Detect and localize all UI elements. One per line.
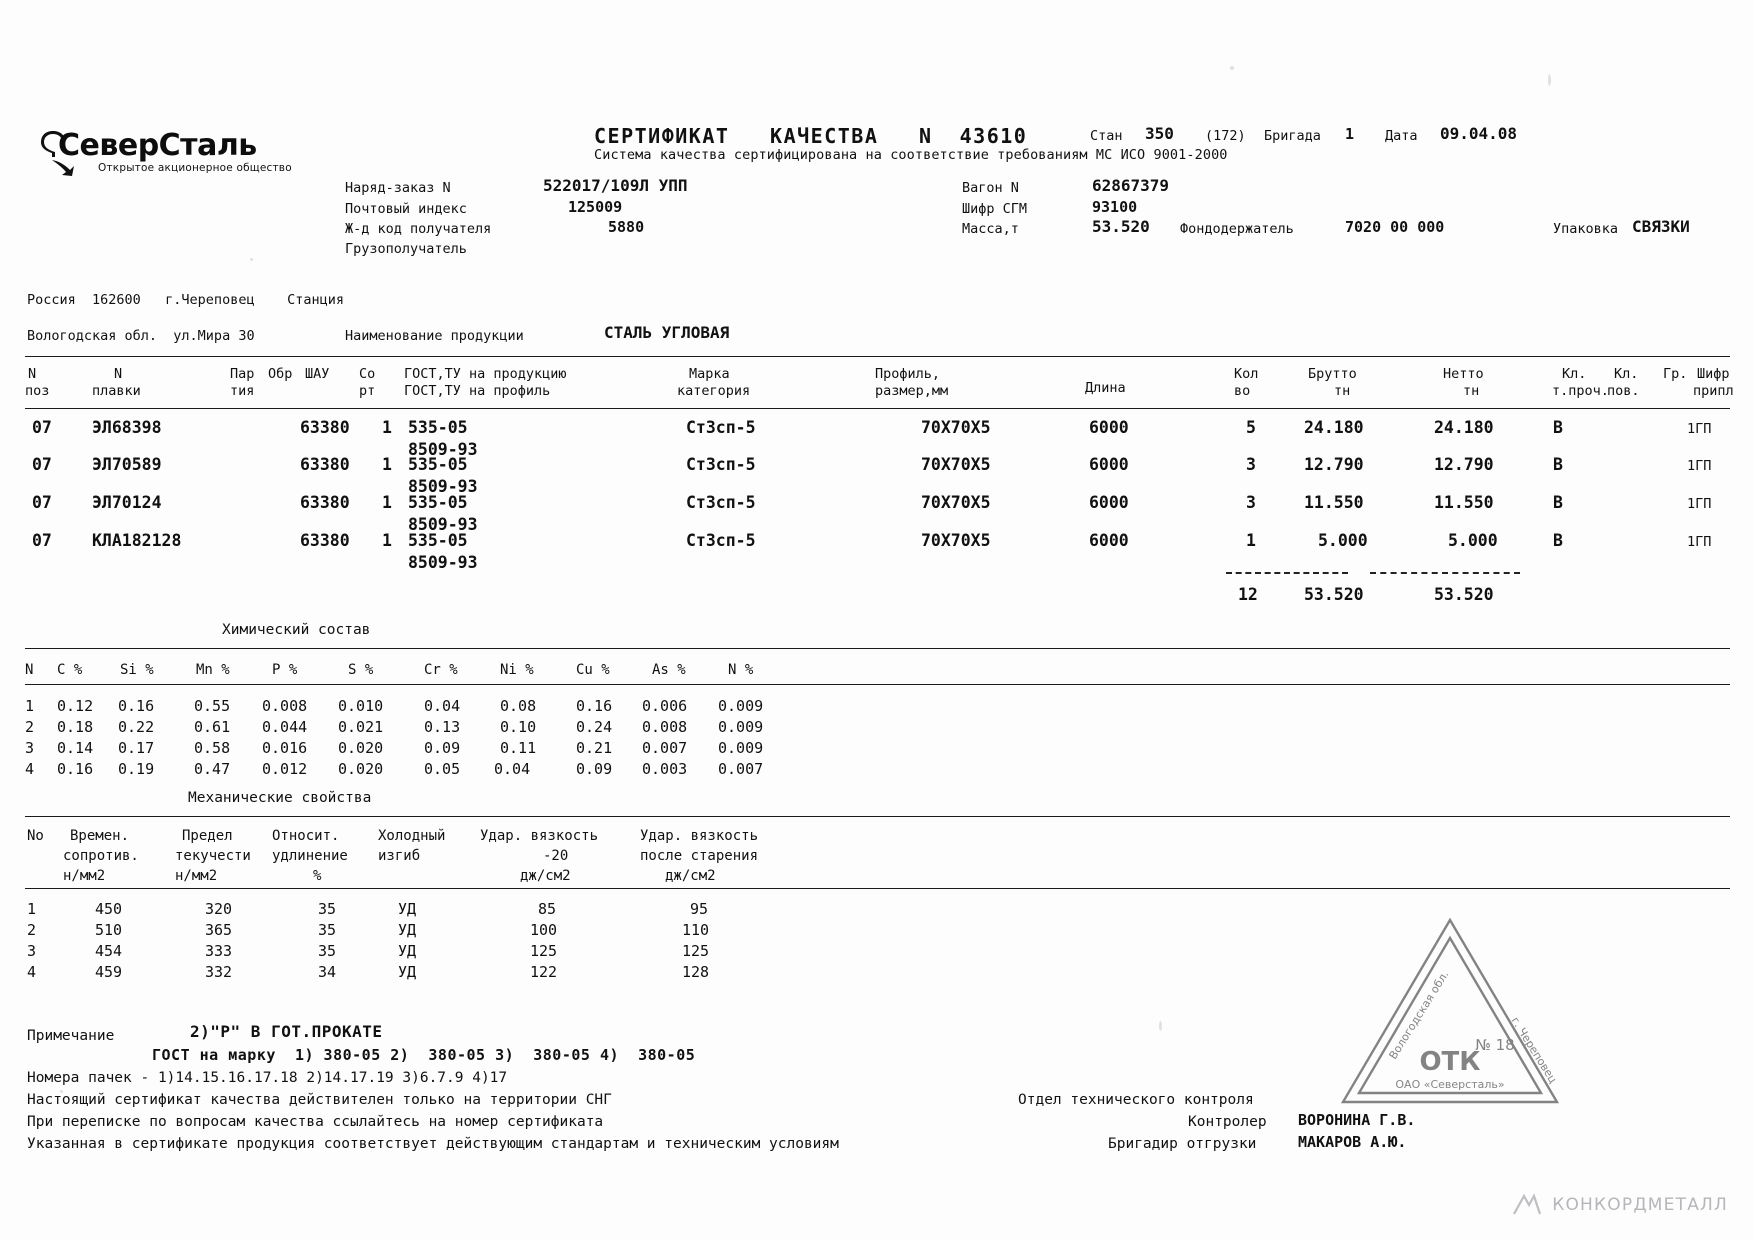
fund-value: 7020 00 000 xyxy=(1345,218,1445,236)
cell-gost2: 8509-93 xyxy=(408,477,478,496)
col-header-heat-1: N xyxy=(114,366,123,382)
qc-department: Отдел технического контроля xyxy=(1018,1092,1254,1108)
footer-line1: Настоящий сертификат качества действителен только на территории СНГ xyxy=(27,1092,612,1108)
mech-col-el-2: удлинение xyxy=(272,848,348,864)
controller-value: ВОРОНИНА Г.В. xyxy=(1298,1111,1416,1129)
chem-cell: 0.58 xyxy=(194,739,231,757)
chem-cell: 0.04 xyxy=(494,760,531,778)
chem-cell: 0.21 xyxy=(576,739,613,757)
wagon-value: 62867379 xyxy=(1092,176,1170,195)
cell-mark: Ст3сп-5 xyxy=(686,493,756,512)
logo-text: СеверСталь xyxy=(58,128,257,163)
col-header-gr: Гр. xyxy=(1663,366,1688,382)
brigade-value: 1 xyxy=(1345,125,1355,143)
chem-col-ni: Ni % xyxy=(500,662,534,678)
total-net: 53.520 xyxy=(1434,585,1494,604)
watermark-text: КОНКОРДМЕТАЛЛ xyxy=(1552,1195,1728,1215)
chem-cell: 0.55 xyxy=(194,697,231,715)
sgm-value: 93100 xyxy=(1092,198,1138,216)
note-gost: ГОСТ на марку 1) 380-05 2) 380-05 3) 380-05 4) 380-05 xyxy=(152,1046,696,1064)
mech-cell: 128 xyxy=(682,963,710,981)
scan-speck xyxy=(1159,1021,1162,1031)
cell-net: 5.000 xyxy=(1448,531,1498,550)
col-header-gost-2: ГОСТ,ТУ на профиль xyxy=(404,383,551,399)
mech-cell: 320 xyxy=(205,900,233,918)
mass-value: 53.520 xyxy=(1092,217,1150,236)
chem-cell: 0.61 xyxy=(194,718,231,736)
mill-label: Стан xyxy=(1090,128,1123,144)
cell-gross: 5.000 xyxy=(1318,531,1368,550)
mech-col-bend-1: Холодный xyxy=(378,828,446,844)
chem-cell: 0.044 xyxy=(262,718,308,736)
col-header-obr: Обр xyxy=(268,366,293,382)
mech-col-ys-2: текучести xyxy=(175,848,251,864)
chem-cell: 4 xyxy=(25,760,35,778)
cell-class: В xyxy=(1553,531,1563,550)
mill-code: (172) xyxy=(1205,128,1246,144)
mech-col-imp2-3: дж/см2 xyxy=(665,868,716,884)
mech-top-rule xyxy=(25,816,1730,817)
note-packs: Номера пачек - 1)14.15.16.17.18 2)14.17.19 3)6.7.9 4)17 xyxy=(27,1070,508,1086)
chem-cell: 0.09 xyxy=(424,739,461,757)
table-top-rule xyxy=(25,356,1730,357)
table-header-rule xyxy=(25,408,1730,409)
mech-cell: 454 xyxy=(95,942,123,960)
mech-cell: 2 xyxy=(27,921,37,939)
chem-cell: 0.021 xyxy=(338,718,384,736)
cell-heat: ЭЛ70589 xyxy=(92,455,162,474)
chem-cell: 0.12 xyxy=(57,697,94,715)
total-gross: 53.520 xyxy=(1304,585,1364,604)
date-value: 09.04.08 xyxy=(1440,124,1518,143)
cell-qty: 3 xyxy=(1246,493,1256,512)
company-logo xyxy=(24,128,324,176)
cell-heat: КЛА182128 xyxy=(92,531,182,550)
mech-col-ys-3: н/мм2 xyxy=(175,868,218,884)
cell-sort: 1 xyxy=(382,493,392,512)
cell-pos: 07 xyxy=(32,531,52,550)
chem-cell: 0.05 xyxy=(424,760,461,778)
chem-col-as: As % xyxy=(652,662,686,678)
chem-cell: 0.10 xyxy=(500,718,537,736)
cell-length: 6000 xyxy=(1089,455,1129,474)
chem-cell: 0.009 xyxy=(718,739,764,757)
col-header-gost-1: ГОСТ,ТУ на продукцию xyxy=(404,366,567,382)
col-header-net-1: Нетто xyxy=(1443,366,1484,382)
pack-value: СВЯЗКИ xyxy=(1632,217,1690,236)
cell-qty: 5 xyxy=(1246,418,1256,437)
col-header-sort-2: рт xyxy=(359,383,376,399)
total-qty: 12 xyxy=(1238,585,1258,604)
col-header-mark-2: категория xyxy=(677,383,751,399)
mass-label: Масса,т xyxy=(962,221,1019,237)
postcode-label: Почтовый индекс xyxy=(345,201,467,217)
chem-cell: 0.008 xyxy=(642,718,688,736)
scan-speck xyxy=(1230,66,1234,70)
mech-col-ts-3: н/мм2 xyxy=(63,868,106,884)
order-value: 522017/109Л УПП xyxy=(543,176,688,195)
chem-cell: 0.19 xyxy=(118,760,155,778)
cell-sort: 1 xyxy=(382,418,392,437)
sgm-label: Шифр СГМ xyxy=(962,201,1028,217)
mech-col-imp1-1: Удар. вязкость xyxy=(480,828,599,844)
note-label: Примечание xyxy=(27,1028,115,1044)
mech-cell: 510 xyxy=(95,921,123,939)
document-title: СЕРТИФИКАТ КАЧЕСТВА N 43610 xyxy=(594,124,1028,148)
mech-cell: 125 xyxy=(530,942,558,960)
svg-text:Вологодская обл.: Вологодская обл. xyxy=(1386,968,1452,1062)
mech-col-ys-1: Предел xyxy=(182,828,233,844)
chem-col-mn: Mn % xyxy=(196,662,230,678)
chem-cell: 0.09 xyxy=(576,760,613,778)
col-header-pos-1: N xyxy=(28,366,37,382)
cell-heat: ЭЛ70124 xyxy=(92,493,162,512)
cell-gost2: 8509-93 xyxy=(408,515,478,534)
mech-cell: 450 xyxy=(95,900,123,918)
chem-cell: 0.13 xyxy=(424,718,461,736)
col-header-net-2: тн xyxy=(1463,383,1480,399)
mech-cell: 85 xyxy=(538,900,557,918)
cell-gost1: 535-05 xyxy=(408,531,468,550)
chem-col-n2: N % xyxy=(728,662,754,678)
col-header-shau: ШАУ xyxy=(305,366,330,382)
chem-cell: 0.14 xyxy=(57,739,94,757)
consignee-label: Грузополучатель xyxy=(345,241,467,257)
chemistry-caption: Химический состав xyxy=(222,622,371,638)
cell-sort: 1 xyxy=(382,531,392,550)
chem-cell: 0.47 xyxy=(194,760,231,778)
totals-rule-right xyxy=(1370,572,1520,574)
mech-cell: УД xyxy=(398,921,417,939)
cell-class: В xyxy=(1553,455,1563,474)
mech-cell: 110 xyxy=(682,921,710,939)
cell-mark: Ст3сп-5 xyxy=(686,418,756,437)
chem-top-rule xyxy=(25,648,1730,649)
cell-length: 6000 xyxy=(1089,531,1129,550)
cell-qty: 3 xyxy=(1246,455,1256,474)
cell-profile: 70X70X5 xyxy=(921,493,991,512)
note-main: 2)"P" В ГОТ.ПРОКАТЕ xyxy=(190,1022,383,1041)
cell-net: 12.790 xyxy=(1434,455,1494,474)
mech-col-el-3: % xyxy=(313,868,322,884)
col-header-profile-2: размер,мм xyxy=(875,383,949,399)
chem-col-s: S % xyxy=(348,662,374,678)
cell-cipher: 1ГП xyxy=(1687,421,1712,437)
brigadier-value: МАКАРОВ А.Ю. xyxy=(1298,1133,1407,1151)
chem-cell: 0.22 xyxy=(118,718,155,736)
cell-length: 6000 xyxy=(1089,493,1129,512)
product-value: СТАЛЬ УГЛОВАЯ xyxy=(604,323,730,342)
address-line1: Россия 162600 г.Череповец Станция xyxy=(27,292,344,308)
mech-col-imp1-3: дж/см2 xyxy=(520,868,571,884)
pack-label: Упаковка xyxy=(1553,221,1619,237)
cell-profile: 70X70X5 xyxy=(921,418,991,437)
cell-gross: 11.550 xyxy=(1304,493,1364,512)
mech-col-el-1: Относит. xyxy=(272,828,340,844)
mech-cell: УД xyxy=(398,900,417,918)
footer-line2: При переписке по вопросам качества ссылайтесь на номер сертификата xyxy=(27,1114,604,1130)
chem-col-cr: Cr % xyxy=(424,662,458,678)
cell-gost1: 535-05 xyxy=(408,455,468,474)
cell-cipher: 1ГП xyxy=(1687,496,1712,512)
cell-mark: Ст3сп-5 xyxy=(686,455,756,474)
cell-heat: ЭЛ68398 xyxy=(92,418,162,437)
cell-class: В xyxy=(1553,418,1563,437)
mech-col-imp2-2: после старения xyxy=(640,848,759,864)
mech-cell: 35 xyxy=(318,942,337,960)
order-label: Наряд-заказ N xyxy=(345,180,451,196)
chem-cell: 0.003 xyxy=(642,760,688,778)
col-header-gross-2: тн xyxy=(1334,383,1351,399)
chem-cell: 0.016 xyxy=(262,739,308,757)
cell-profile: 70X70X5 xyxy=(921,455,991,474)
address-line2: Вологодская обл. ул.Мира 30 xyxy=(27,328,255,344)
chem-cell: 3 xyxy=(25,739,35,757)
mech-cell: 3 xyxy=(27,942,37,960)
svg-text:ОТК: ОТК xyxy=(1419,1047,1481,1077)
chem-cell: 1 xyxy=(25,697,35,715)
cell-cipher: 1ГП xyxy=(1687,534,1712,550)
col-header-cipher-1: Шифр xyxy=(1697,366,1730,382)
railcode-value: 5880 xyxy=(608,218,645,236)
mech-cell: 1 xyxy=(27,900,37,918)
cell-class: В xyxy=(1553,493,1563,512)
cell-net: 11.550 xyxy=(1434,493,1494,512)
cell-length: 6000 xyxy=(1089,418,1129,437)
mech-cell: 365 xyxy=(205,921,233,939)
chem-cell: 0.04 xyxy=(424,697,461,715)
mech-col-imp1-2: -20 xyxy=(543,848,569,864)
postcode-value: 125009 xyxy=(568,198,623,216)
logo-subtitle: Открытое акционерное общество xyxy=(98,162,292,174)
col-header-sort-1: Со xyxy=(359,366,376,382)
chem-cell: 0.009 xyxy=(718,697,764,715)
svg-text:ОАО «Северсталь»: ОАО «Северсталь» xyxy=(1395,1078,1505,1091)
railcode-label: Ж-д код получателя xyxy=(345,221,492,237)
chem-cell: 0.18 xyxy=(57,718,94,736)
col-header-profile-1: Профиль, xyxy=(875,366,941,382)
mill-value: 350 xyxy=(1145,124,1174,143)
col-header-heat-2: плавки xyxy=(92,383,141,399)
mech-col-imp2-1: Удар. вязкость xyxy=(640,828,759,844)
wagon-label: Вагон N xyxy=(962,180,1019,196)
chem-cell: 0.006 xyxy=(642,697,688,715)
chem-cell: 0.11 xyxy=(500,739,537,757)
mechanics-caption: Механические свойства xyxy=(188,790,372,806)
col-header-clsurf-1: Кл. xyxy=(1614,366,1639,382)
mech-cell: 35 xyxy=(318,921,337,939)
col-header-mark-1: Марка xyxy=(689,366,730,382)
col-header-clstr-1: Кл. xyxy=(1562,366,1587,382)
chem-cell: 0.007 xyxy=(642,739,688,757)
mech-cell: 122 xyxy=(530,963,558,981)
cell-gross: 12.790 xyxy=(1304,455,1364,474)
qc-stamp xyxy=(1335,910,1565,1110)
mech-cell: УД xyxy=(398,963,417,981)
chem-col-p: P % xyxy=(272,662,298,678)
chem-cell: 0.009 xyxy=(718,718,764,736)
cell-party: 63380 xyxy=(300,418,350,437)
col-header-clsurf-2: пов. xyxy=(1607,383,1640,399)
cell-gost1: 535-05 xyxy=(408,493,468,512)
chem-col-si: Si % xyxy=(120,662,154,678)
chem-cell: 0.16 xyxy=(118,697,155,715)
brigade-label: Бригада xyxy=(1264,128,1321,144)
col-header-pos-2: поз xyxy=(25,383,50,399)
col-header-clstr-2: т.проч. xyxy=(1552,383,1609,399)
totals-rule-left xyxy=(1226,572,1348,574)
mech-col-no: No xyxy=(27,828,44,844)
cell-net: 24.180 xyxy=(1434,418,1494,437)
controller-label: Контролер xyxy=(1188,1114,1267,1130)
chem-col-n: N xyxy=(25,662,34,678)
mech-header-rule xyxy=(25,888,1730,889)
mech-cell: 125 xyxy=(682,942,710,960)
mech-cell: 333 xyxy=(205,942,233,960)
mech-cell: 332 xyxy=(205,963,233,981)
mech-cell: 459 xyxy=(95,963,123,981)
cell-pos: 07 xyxy=(32,493,52,512)
mech-cell: 34 xyxy=(318,963,337,981)
col-header-gross-1: Брутто xyxy=(1308,366,1357,382)
chem-cell: 0.012 xyxy=(262,760,308,778)
chem-header-rule xyxy=(25,684,1730,685)
cell-party: 63380 xyxy=(300,493,350,512)
scan-speck xyxy=(1548,74,1551,86)
mech-col-ts-2: сопротив. xyxy=(63,848,139,864)
chem-cell: 0.020 xyxy=(338,760,384,778)
col-header-qty-2: во xyxy=(1234,383,1251,399)
col-header-qty-1: Кол xyxy=(1234,366,1259,382)
chem-cell: 0.24 xyxy=(576,718,613,736)
col-header-cipher-2: припл xyxy=(1693,383,1734,399)
chem-cell: 0.17 xyxy=(118,739,155,757)
cell-party: 63380 xyxy=(300,455,350,474)
chem-cell: 2 xyxy=(25,718,35,736)
cell-profile: 70X70X5 xyxy=(921,531,991,550)
chem-col-c: C % xyxy=(57,662,83,678)
watermark xyxy=(1512,1192,1728,1218)
cell-sort: 1 xyxy=(382,455,392,474)
product-label: Наименование продукции xyxy=(345,328,524,344)
cell-gost1: 535-05 xyxy=(408,418,468,437)
mech-cell: 100 xyxy=(530,921,558,939)
mech-cell: 95 xyxy=(690,900,709,918)
footer-line3: Указанная в сертификате продукция соответствует действующим стандартам и техническим условиям xyxy=(27,1136,839,1152)
mech-col-bend-2: изгиб xyxy=(378,848,421,864)
cell-cipher: 1ГП xyxy=(1687,458,1712,474)
svg-text:г. Череповец: г. Череповец xyxy=(1508,1014,1560,1086)
konkordmetall-logo-icon xyxy=(1512,1192,1542,1218)
chem-cell: 0.08 xyxy=(500,697,537,715)
chem-cell: 0.008 xyxy=(262,697,308,715)
cell-pos: 07 xyxy=(32,455,52,474)
mech-col-ts-1: Времен. xyxy=(70,828,130,844)
col-header-party-1: Пар xyxy=(230,366,255,382)
mech-cell: 4 xyxy=(27,963,37,981)
cell-mark: Ст3сп-5 xyxy=(686,531,756,550)
date-label: Дата xyxy=(1385,128,1418,144)
chem-cell: 0.020 xyxy=(338,739,384,757)
scan-speck xyxy=(250,258,253,261)
col-header-party-2: тия xyxy=(230,383,255,399)
chem-col-cu: Cu % xyxy=(576,662,610,678)
chem-cell: 0.007 xyxy=(718,760,764,778)
chem-cell: 0.16 xyxy=(57,760,94,778)
brigadier-label: Бригадир отгрузки xyxy=(1108,1136,1257,1152)
cell-gost2: 8509-93 xyxy=(408,440,478,459)
cell-gross: 24.180 xyxy=(1304,418,1364,437)
iso-statement: Система качества сертифицирована на соответствие требованиям МС ИСО 9001-2000 xyxy=(594,147,1228,163)
cell-qty: 1 xyxy=(1246,531,1256,550)
svg-text:№ 18: № 18 xyxy=(1475,1036,1515,1054)
cell-pos: 07 xyxy=(32,418,52,437)
chem-cell: 0.16 xyxy=(576,697,613,715)
cell-gost2: 8509-93 xyxy=(408,553,478,572)
mech-cell: 35 xyxy=(318,900,337,918)
fund-label: Фондодержатель xyxy=(1180,221,1294,237)
cell-party: 63380 xyxy=(300,531,350,550)
col-header-length: Длина xyxy=(1085,380,1126,396)
chem-cell: 0.010 xyxy=(338,697,384,715)
mech-cell: УД xyxy=(398,942,417,960)
triangular-stamp-icon xyxy=(1335,910,1565,1110)
